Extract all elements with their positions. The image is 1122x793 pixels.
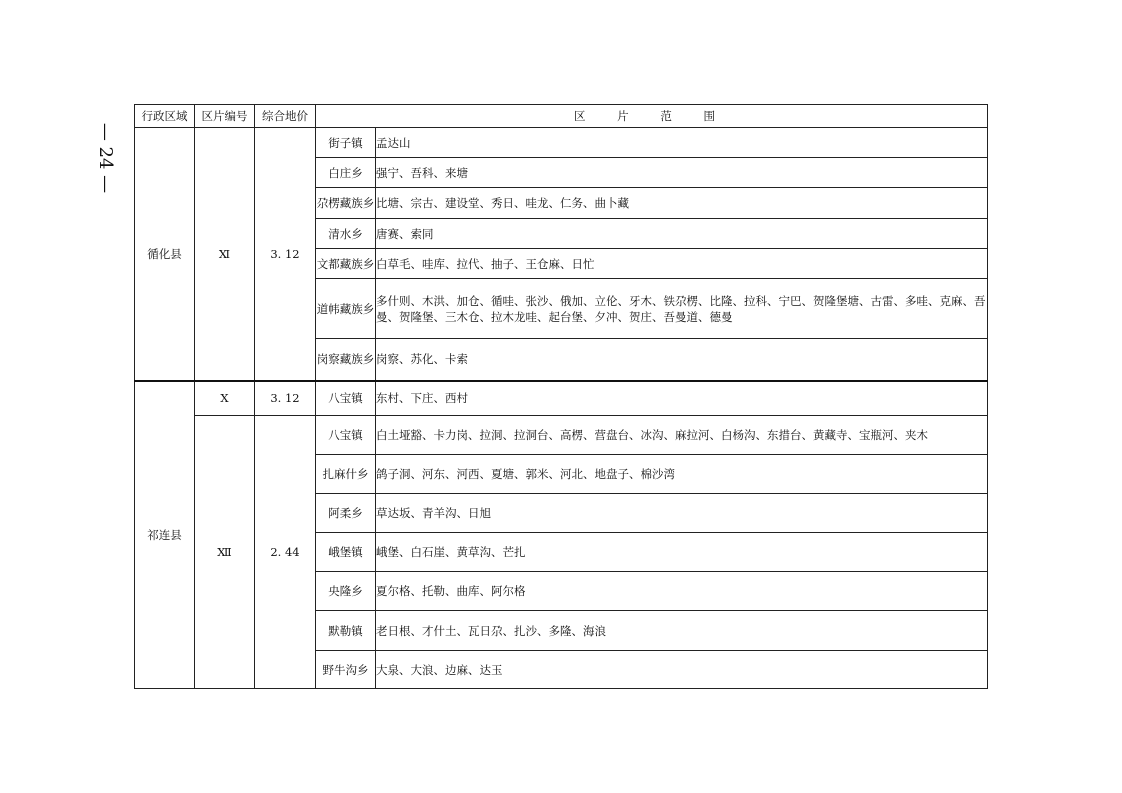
town-cell: 央隆乡: [316, 572, 376, 611]
price-cell: 3. 12: [255, 128, 316, 381]
range-cell: 白草毛、哇库、拉代、抽子、王仓麻、日忙: [376, 249, 988, 279]
town-cell: 清水乡: [316, 219, 376, 249]
town-cell: 野牛沟乡: [316, 651, 376, 689]
range-cell: 东村、下庄、西村: [376, 381, 988, 416]
header-region: 行政区域: [135, 105, 195, 128]
range-cell: 大泉、大浪、边麻、达玉: [376, 651, 988, 689]
zone-no-cell: Ⅺ: [195, 128, 255, 381]
range-cell: 强宁、吾科、来塘: [376, 158, 988, 188]
town-cell: 岗察藏族乡: [316, 339, 376, 381]
range-cell: 多什则、木洪、加仓、循哇、张沙、俄加、立伦、牙木、铁尕楞、比隆、拉科、宁巴、贺隆堡塘、古雷、多哇、克麻、吾曼、贺隆堡、三木仓、拉木龙哇、起台堡、夕冲、贺庄、吾曼道、德曼: [376, 279, 988, 339]
range-cell: 比塘、宗古、建设堂、秀日、哇龙、仁务、曲卜藏: [376, 188, 988, 219]
range-cell: 鸽子洞、河东、河西、夏塘、郭米、河北、地盘子、棉沙湾: [376, 455, 988, 494]
town-cell: 文都藏族乡: [316, 249, 376, 279]
town-cell: 默勒镇: [316, 611, 376, 651]
town-cell: 峨堡镇: [316, 533, 376, 572]
header-range: 区 片 范 围: [316, 105, 988, 128]
header-zone-no: 区片编号: [195, 105, 255, 128]
town-cell: 阿柔乡: [316, 494, 376, 533]
range-cell: 夏尔格、托勒、曲库、阿尔格: [376, 572, 988, 611]
table-header-row: [135, 105, 988, 128]
table-row: [135, 416, 988, 455]
page-number: — 24 —: [95, 122, 117, 194]
town-cell: 街子镇: [316, 128, 376, 158]
zone-no-cell: Ⅻ: [195, 416, 255, 689]
land-price-table: [134, 104, 988, 689]
town-cell: 道帏藏族乡: [316, 279, 376, 339]
town-cell: 八宝镇: [316, 416, 376, 455]
zone-no-cell: Ⅹ: [195, 381, 255, 416]
header-price: 综合地价: [255, 105, 316, 128]
town-cell: 八宝镇: [316, 381, 376, 416]
price-cell: 3. 12: [255, 381, 316, 416]
town-cell: 白庄乡: [316, 158, 376, 188]
table-row: [135, 381, 988, 416]
town-cell: 扎麻什乡: [316, 455, 376, 494]
region-cell: 祁连县: [135, 381, 195, 689]
range-cell: 白土垭豁、卡力岗、拉洞、拉洞台、高楞、营盘台、冰沟、麻拉河、白杨沟、东措台、黄藏寺、宝瓶河、夹木: [376, 416, 988, 455]
region-cell: 循化县: [135, 128, 195, 381]
town-cell: 尕楞藏族乡: [316, 188, 376, 219]
range-cell: 老日根、才什土、瓦日尕、扎沙、多隆、海浪: [376, 611, 988, 651]
range-cell: 草达坂、青羊沟、日旭: [376, 494, 988, 533]
range-cell: 岗察、苏化、卡索: [376, 339, 988, 381]
range-cell: 峨堡、白石崖、黄草沟、芒扎: [376, 533, 988, 572]
price-cell: 2. 44: [255, 416, 316, 689]
range-cell: 孟达山: [376, 128, 988, 158]
table-row: [135, 128, 988, 158]
range-cell: 唐赛、索同: [376, 219, 988, 249]
